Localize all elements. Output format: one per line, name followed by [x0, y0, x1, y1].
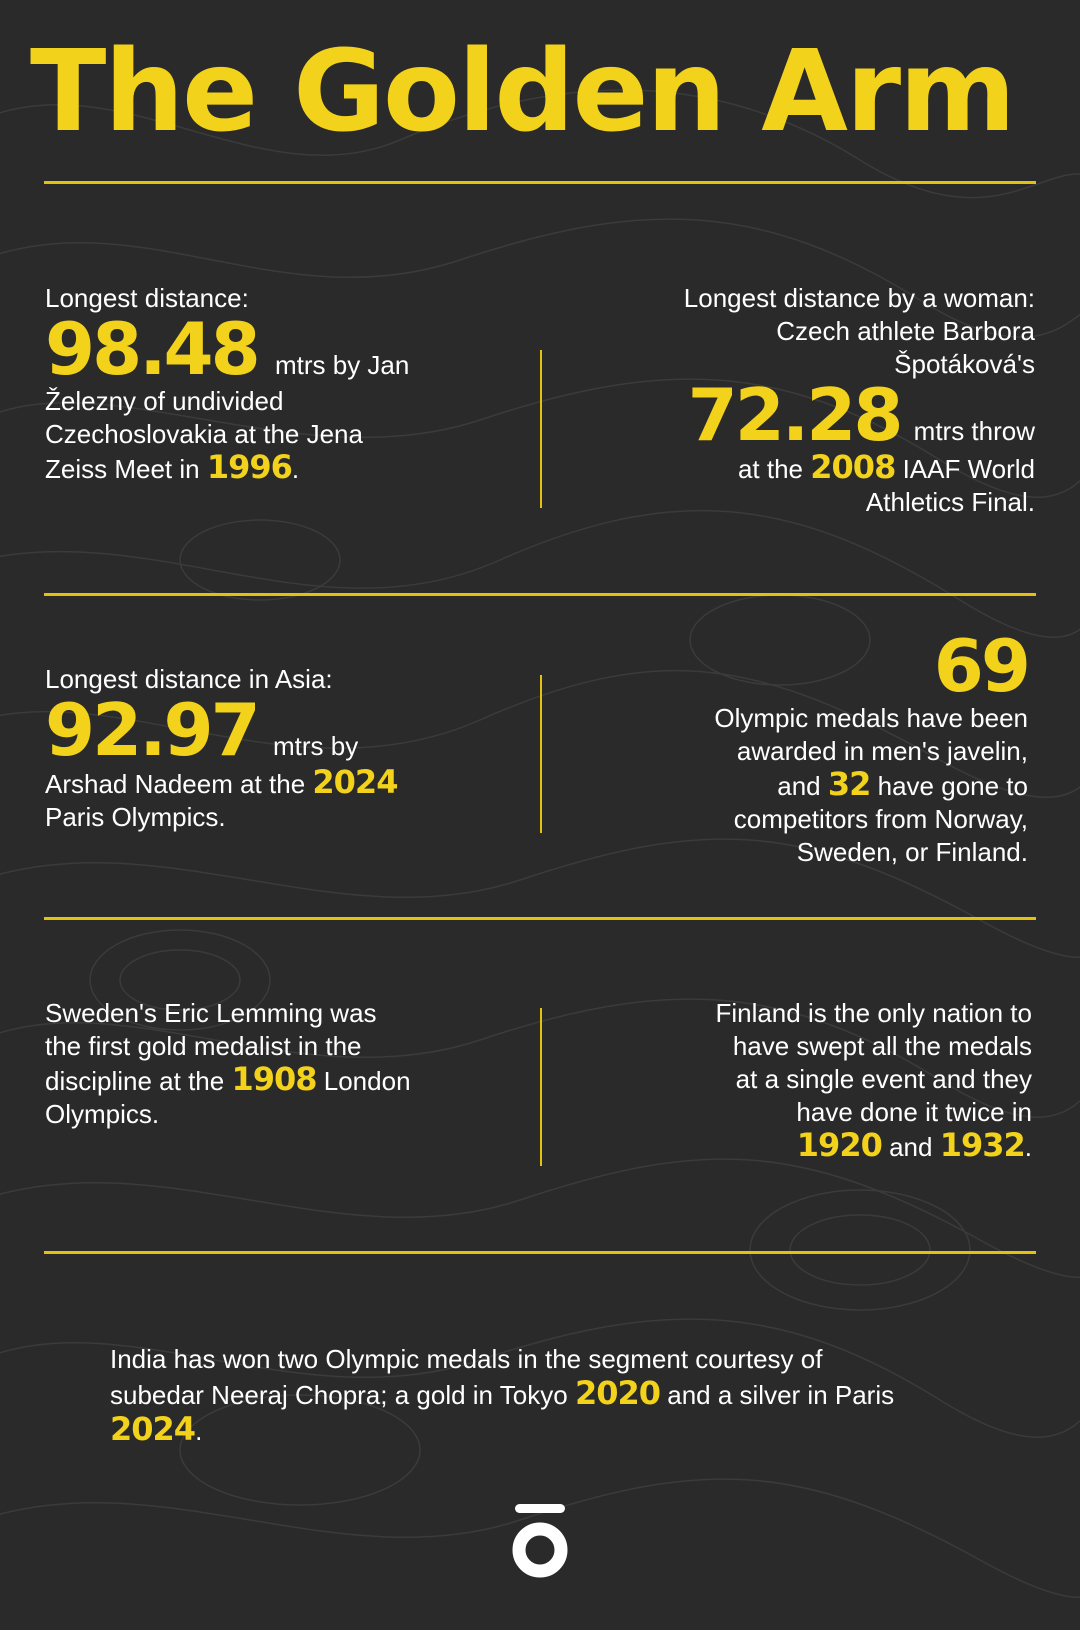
fact-text: .	[1024, 1132, 1032, 1162]
fact-text: Paris Olympics.	[45, 802, 226, 832]
fact-text: Sweden, or Finland.	[796, 837, 1028, 867]
fact-text: Czech athlete Barbora	[776, 316, 1035, 346]
year-highlight: 1932	[939, 1126, 1025, 1164]
fact-text: have swept all the medals	[732, 1031, 1032, 1061]
fact-india-medals	[110, 1342, 1010, 1448]
fact-text: mtrs by	[272, 731, 359, 761]
fact-text: the first gold medalist in the	[45, 1031, 362, 1061]
distance-number: 72.28	[687, 373, 901, 457]
fact-longest-distance-woman	[595, 282, 1035, 519]
fact-olympic-medals	[588, 624, 1028, 869]
divider-top	[44, 181, 1036, 184]
fact-finland-sweep	[592, 997, 1032, 1164]
fact-text: Sweden's Eric Lemming was	[45, 998, 377, 1028]
fact-text: Zeiss Meet in	[45, 454, 200, 484]
year-highlight: 1908	[231, 1060, 317, 1098]
fact-longest-distance	[45, 282, 465, 486]
divider-vertical	[540, 350, 542, 508]
medal-count-number: 69	[933, 624, 1028, 708]
fact-text: at a single event and they	[735, 1064, 1032, 1094]
fact-text: and	[777, 771, 821, 801]
fact-text: awarded in men's javelin,	[736, 736, 1028, 766]
page-title: The Golden Arm	[30, 27, 1014, 157]
fact-text: competitors from Norway,	[733, 804, 1028, 834]
fact-text: .	[195, 1416, 203, 1446]
fact-text: Finland is the only nation to	[715, 998, 1032, 1028]
fact-text: subedar Neeraj Chopra; a gold in Tokyo	[110, 1380, 568, 1410]
year-highlight: 1996	[206, 448, 292, 486]
fact-text: Czechoslovakia at the Jena	[45, 419, 363, 449]
fact-text: Athletics Final.	[865, 487, 1035, 517]
fact-text: Arshad Nadeem at the	[45, 769, 306, 799]
fact-text: London	[323, 1066, 411, 1096]
fact-text: have gone to	[877, 771, 1028, 801]
year-highlight: 2024	[312, 763, 398, 801]
divider	[44, 917, 1036, 920]
fact-text: Špotáková's	[894, 349, 1035, 379]
fact-text: and a silver in Paris	[667, 1380, 895, 1410]
divider	[44, 593, 1036, 596]
divider-vertical	[540, 675, 542, 833]
fact-label: Longest distance in Asia:	[45, 664, 333, 694]
fact-first-gold	[45, 997, 475, 1131]
divider	[44, 1251, 1036, 1254]
fact-text: India has won two Olympic medals in the segment courtesy of	[110, 1344, 823, 1374]
number-highlight: 32	[827, 765, 871, 803]
fact-label: Longest distance by a woman:	[683, 283, 1035, 313]
year-highlight: 2008	[810, 448, 896, 486]
divider-vertical	[540, 1008, 542, 1166]
fact-text: mtrs throw	[913, 416, 1035, 446]
year-highlight: 2024	[110, 1410, 196, 1448]
fact-text: mtrs by Jan	[274, 350, 410, 380]
fact-text: IAAF World	[902, 454, 1035, 484]
year-highlight: 1920	[796, 1126, 882, 1164]
fact-text: and	[889, 1132, 933, 1162]
fact-text: have done it twice in	[796, 1097, 1032, 1127]
brand-logo-icon	[511, 1500, 569, 1580]
year-highlight: 2020	[574, 1374, 660, 1412]
fact-longest-distance-asia	[45, 663, 465, 834]
distance-number: 92.97	[45, 688, 258, 772]
fact-text: discipline at the	[45, 1066, 225, 1096]
distance-number: 98.48	[45, 307, 258, 391]
fact-text: Olympics.	[45, 1099, 160, 1129]
fact-text: .	[291, 454, 300, 484]
fact-text: Olympic medals have been	[714, 703, 1028, 733]
fact-text: at the	[737, 454, 804, 484]
fact-text: Železny of undivided	[45, 386, 284, 416]
fact-label: Longest distance:	[45, 283, 249, 313]
